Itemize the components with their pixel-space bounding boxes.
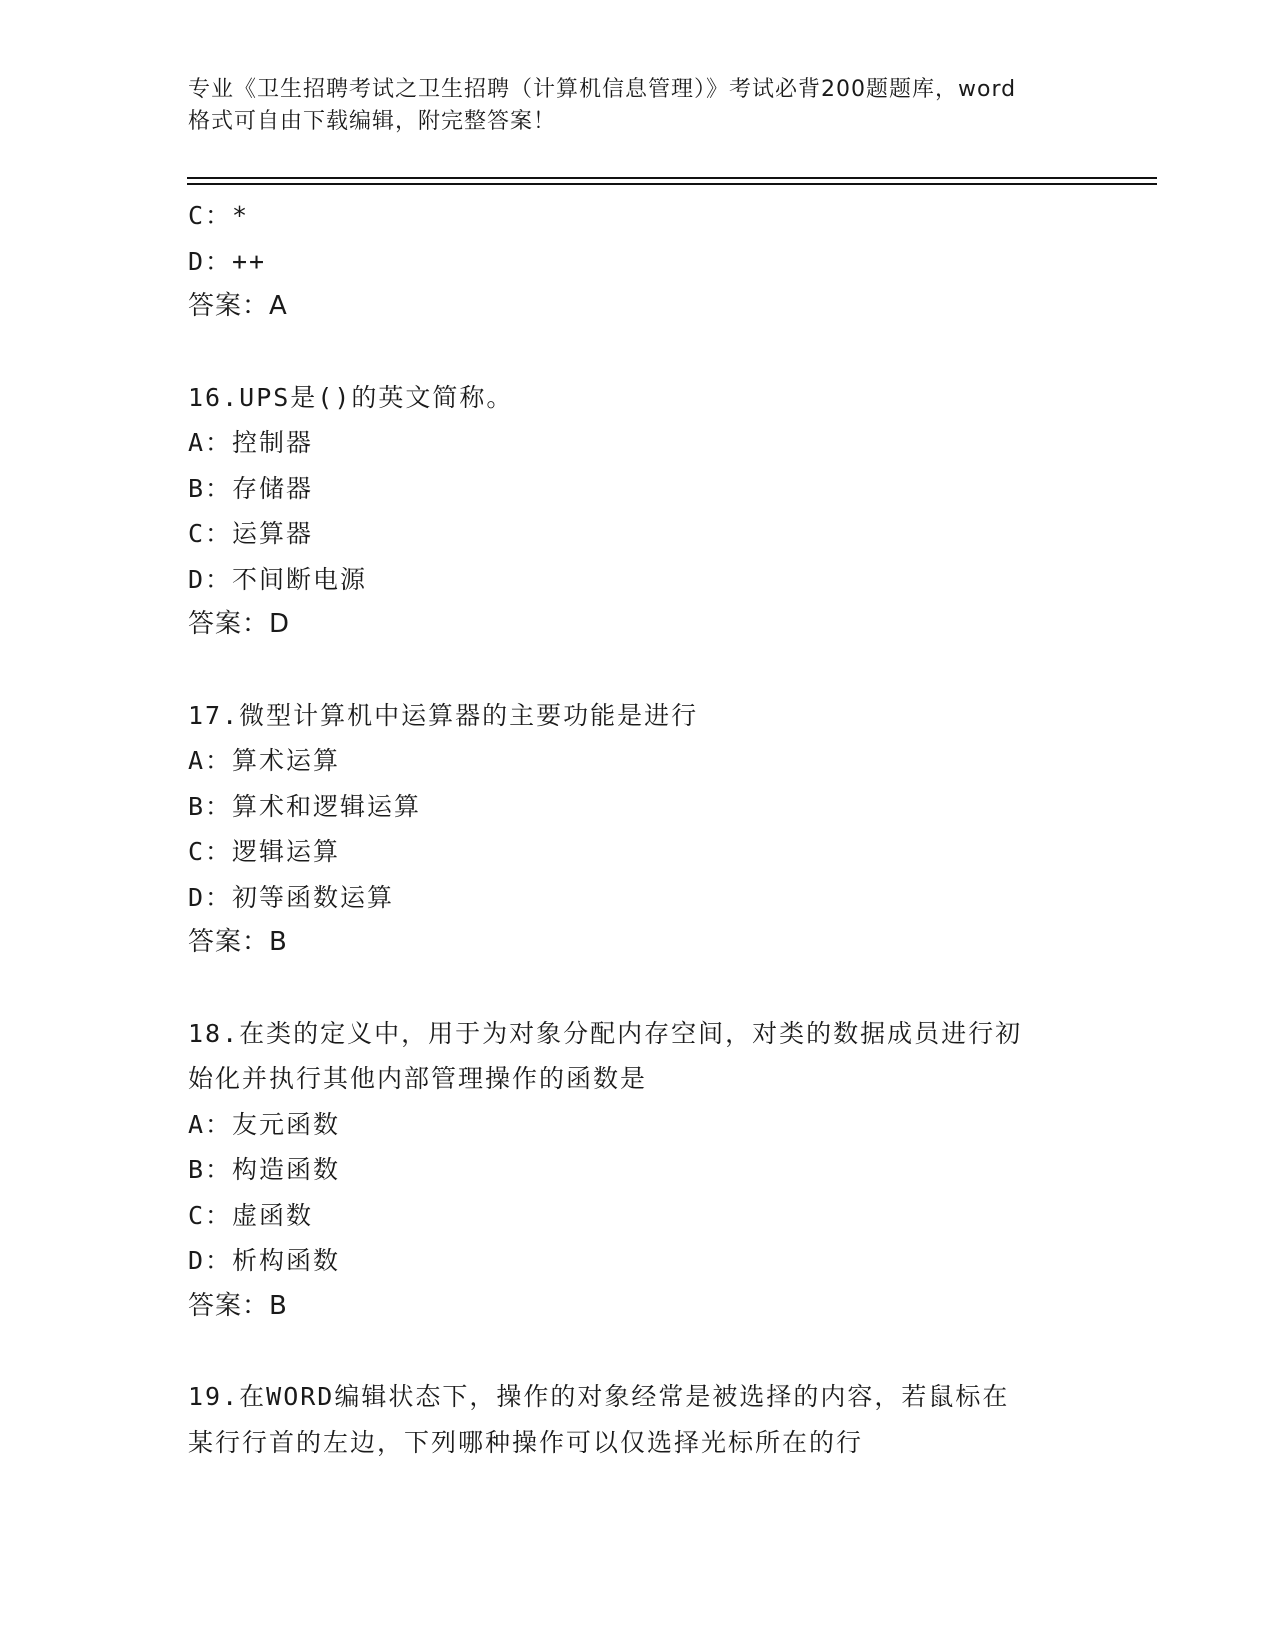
- answer-line: 答案：B: [188, 1290, 288, 1321]
- option-line: [188, 193, 1088, 239]
- question-stem: 16.UPS是()的英文简称。: [188, 382, 514, 412]
- option-key: A：: [188, 1109, 233, 1139]
- option-key: C：: [188, 201, 233, 230]
- option-text: 构造函数: [232, 1155, 341, 1184]
- option-key: C：: [188, 837, 233, 866]
- header-rule-bottom: [187, 183, 1157, 185]
- question-17: [188, 693, 1088, 966]
- option-line: [188, 1147, 1088, 1193]
- option-text: 运算器: [232, 519, 314, 548]
- answer-line: 答案：B: [188, 927, 288, 957]
- option-line: [188, 1102, 1088, 1148]
- option-key: D：: [188, 246, 233, 276]
- question-19: [188, 1374, 1088, 1465]
- option-text: 逻辑运算: [232, 837, 341, 866]
- option-key: D：: [188, 564, 233, 594]
- option-text: ++: [232, 246, 267, 276]
- option-line: [188, 738, 1088, 784]
- option-text: 初等函数运算: [232, 882, 395, 912]
- option-text: *: [232, 201, 250, 230]
- question-stem-continued: 始化并执行其他内部管理操作的函数是: [188, 1064, 648, 1093]
- header-line-2: 格式可自由下载编辑，附完整答案！: [188, 109, 557, 134]
- carryover-question: [188, 193, 1088, 330]
- option-text: 析构函数: [232, 1246, 341, 1275]
- option-key: A：: [188, 428, 233, 457]
- option-line: [188, 784, 1088, 830]
- option-line: [188, 1193, 1088, 1239]
- header-rule-top: [187, 177, 1157, 179]
- option-text: 算术和逻辑运算: [232, 791, 422, 821]
- header-line-1: 专业《卫生招聘考试之卫生招聘（计算机信息管理）》考试必背200题题库，word: [188, 77, 1017, 102]
- option-line: [188, 466, 1088, 512]
- option-line: [188, 1238, 1088, 1284]
- option-text: 友元函数: [232, 1109, 341, 1139]
- option-line: [188, 511, 1088, 557]
- option-text: 虚函数: [232, 1200, 314, 1230]
- question-stem: 19.在WORD编辑状态下，操作的对象经常是被选择的内容，若鼠标在: [188, 1382, 1010, 1411]
- option-key: B：: [188, 1155, 233, 1184]
- document-header: [188, 74, 1088, 138]
- option-text: 存储器: [232, 473, 314, 503]
- option-key: C：: [188, 519, 233, 548]
- option-text: 控制器: [232, 428, 314, 457]
- answer-line: 答案：A: [188, 291, 288, 321]
- question-stem: 17.微型计算机中运算器的主要功能是进行: [188, 700, 699, 730]
- option-key: C：: [188, 1200, 233, 1230]
- option-key: B：: [188, 791, 233, 821]
- option-key: D：: [188, 1246, 233, 1275]
- option-line: [188, 557, 1088, 603]
- option-key: B：: [188, 473, 233, 503]
- option-line: [188, 829, 1088, 875]
- question-18: [188, 1011, 1088, 1330]
- answer-line: 答案：D: [188, 609, 291, 639]
- option-line: [188, 875, 1088, 921]
- question-stem: 18.在类的定义中，用于为对象分配内存空间，对类的数据成员进行初: [188, 1018, 1023, 1048]
- question-stem-continued: 某行行首的左边，下列哪种操作可以仅选择光标所在的行: [188, 1427, 864, 1457]
- question-list: [188, 193, 1088, 1465]
- option-text: 算术运算: [232, 746, 341, 775]
- option-text: 不间断电源: [232, 564, 368, 594]
- option-line: [188, 239, 1088, 285]
- option-line: [188, 420, 1088, 466]
- option-key: D：: [188, 882, 233, 912]
- option-key: A：: [188, 746, 233, 775]
- question-16: [188, 375, 1088, 648]
